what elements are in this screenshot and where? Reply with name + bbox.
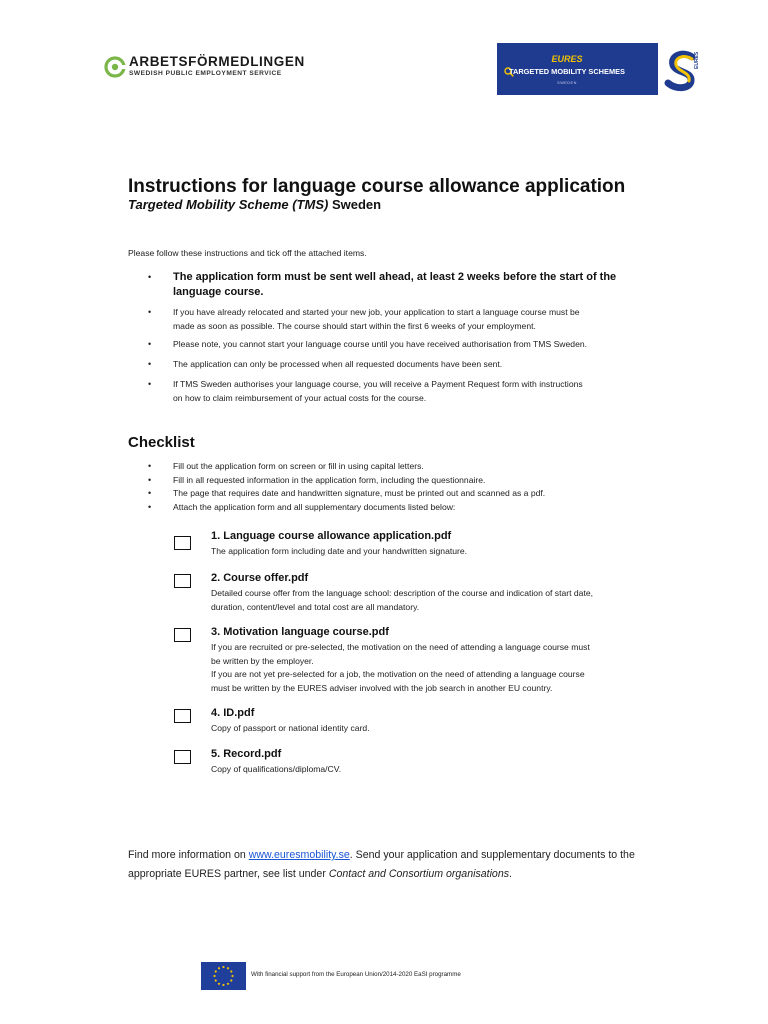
subtitle-country: Sweden: [328, 197, 382, 212]
document-title: 1. Language course allowance application.pdf: [211, 530, 452, 542]
subtitle-scheme: Targeted Mobility Scheme (TMS): [128, 197, 329, 212]
bullet-icon: •: [148, 359, 152, 369]
eu-support-text: With financial support from the European Union/2014-2020 EaSI programme: [251, 971, 461, 978]
agency-name: ARBETSFÖRMEDLINGEN: [129, 54, 305, 69]
eu-star-icon: [215, 979, 217, 981]
eures-banner-heading: TARGETED MOBILITY SCHEMES: [509, 67, 625, 76]
bullet-icon: •: [148, 501, 152, 512]
eu-star-icon: [227, 967, 229, 969]
document-description: Detailed course offer from the language school: description of the course and indication of start date, duration, content/level and total cost are all mandatory.: [211, 588, 594, 612]
eu-star-icon: [218, 983, 220, 985]
bullet-icon: •: [148, 307, 152, 317]
checklist-heading: Checklist: [128, 434, 195, 451]
eu-star-icon: [215, 970, 217, 972]
document-checkbox[interactable]: [174, 709, 191, 723]
eu-flag-icon: [201, 962, 246, 990]
document-title: 4. ID.pdf: [211, 707, 255, 719]
eures-banner: [497, 43, 658, 95]
agency-subtitle: SWEDISH PUBLIC EMPLOYMENT SERVICE: [129, 70, 282, 77]
deadline-note: The application form must be sent well ahead, at least 2 weeks before the start of the language course.: [173, 271, 617, 298]
page-title: Instructions for language course allowance application: [128, 176, 626, 197]
bullet-icon: •: [148, 339, 152, 349]
document-description: If you are recruited or pre-selected, the motivation on the need of attending a language course must be written by the employer. If you are not yet pre-selected for a job, the motivation on the need of attending a language course must be written by the EURES adviser involved with the job search in another EU country.: [211, 642, 590, 693]
eu-star-icon: [213, 975, 215, 977]
eures-side-label: EURES: [694, 51, 700, 69]
bullet-icon: •: [148, 474, 152, 485]
intro-text: Please follow these instructions and tick off the attached items.: [128, 248, 367, 258]
document-description: Copy of passport or national identity card.: [211, 723, 370, 733]
arbetsformedlingen-logo-icon: [104, 56, 126, 78]
document-title: 5. Record.pdf: [211, 748, 282, 760]
bullet-icon: •: [148, 461, 152, 471]
eures-s-logo-icon: [658, 43, 704, 95]
document-description: Copy of qualifications/diploma/CV.: [211, 764, 342, 774]
document-description: The application form including date and your handwritten signature.: [211, 546, 468, 556]
document-checkbox[interactable]: [174, 628, 191, 642]
bullet-icon: •: [148, 488, 152, 498]
eu-star-icon: [230, 979, 232, 981]
document-title: 2. Course offer.pdf: [211, 572, 309, 584]
eu-star-icon: [231, 975, 233, 977]
document-checkbox[interactable]: [174, 536, 191, 550]
eures-banner-country: SWEDEN: [557, 81, 577, 85]
footer-info: Find more information on www.euresmobility.se. Send your application and supplementary documents to the appropriate EURES partner, see list under Contact and Consortium organisations.: [128, 849, 635, 880]
document-title: 3. Motivation language course.pdf: [211, 626, 389, 638]
eu-star-icon: [222, 966, 224, 968]
bullet-icon: •: [148, 379, 152, 389]
euresmobility-link[interactable]: www.euresmobility.se: [248, 849, 350, 861]
document-checkbox[interactable]: [174, 750, 191, 764]
eu-star-icon: [218, 967, 220, 969]
eures-banner-word: EURES: [551, 54, 583, 64]
eu-star-icon: [230, 970, 232, 972]
page-subtitle: [128, 197, 381, 212]
document-checkbox[interactable]: [174, 574, 191, 588]
bullet-icon: •: [148, 272, 152, 282]
eu-star-icon: [222, 984, 224, 986]
eu-star-icon: [227, 983, 229, 985]
arbetsformedlingen-logo: [104, 54, 305, 82]
